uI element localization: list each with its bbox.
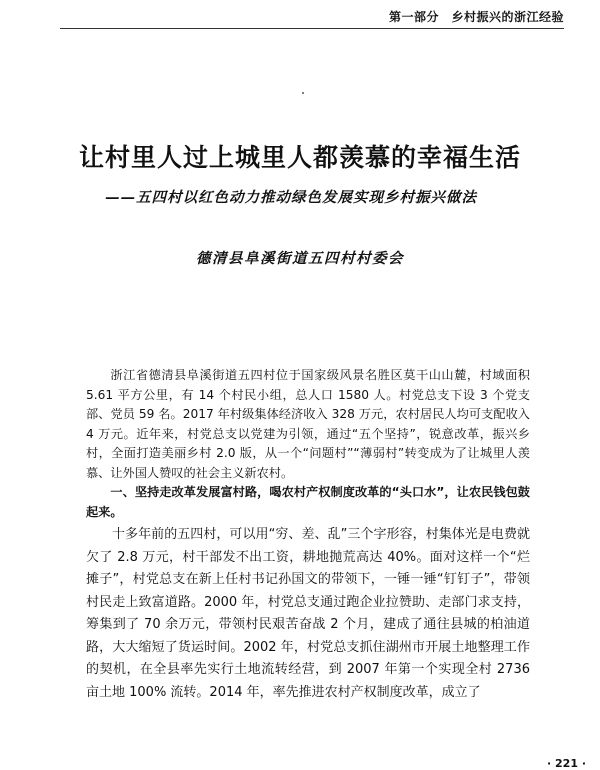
article-author: 德清县阜溪街道五四村村委会 <box>196 250 404 267</box>
page-number: · 221 · <box>547 757 586 770</box>
running-header: 第一部分 乡村振兴的浙江经验 <box>388 10 564 24</box>
paragraph-intro: 浙江省德清县阜溪街道五四村位于国家级风景名胜区莫干山山麓，村域面积 5.61 平方公里，有 14 个村民小组，总人口 1580 人。村党总支下设 3 个党支部、党员 59 名。2017 年村级集体经济收入 328 万元，农村居民人均可支配收入 4 万元。近年来，村党总支以党建为引领，通过“五个坚持”，锐意改革，振兴乡村，全面打造美丽乡村 2.0 版，从一个“问题村”“薄弱村”转变成为了让城里人羡慕、让外国人赞叹的社会主义新农村。 <box>86 368 530 480</box>
header-rule <box>60 28 564 29</box>
article-body <box>86 366 530 704</box>
article-subtitle: ——五四村以红色动力推动绿色发展实现乡村振兴做法 <box>105 189 477 206</box>
paragraph-section-one: 十多年前的五四村，可以用“穷、差、乱”三个字形容，村集体光是电费就欠了 2.8 万元，村干部发不出工资，耕地抛荒高达 40%。面对这样一个“烂摊子”，村党总支在新上任村书记孙国文的带领下，一锤一锤“钉钉子”，带领村民走上致富道路。2000 年，村党总支通过跑企业拉赞助、走部门求支持，筹集到了 70 余万元，带领村民艰苦奋战 2 个月，建成了通往县城的柏油道路，大大缩短了货运时间。2002 年，村党总支抓住湖州市开展土地整理工作的契机，在全县率先实行土地流转经营，到 2007 年第一个实现全村 2736 亩土地 100% 流转。2014 年，率先推进农村产权制度改革，成立了 <box>86 527 530 700</box>
article-title: 让村里人过上城里人都羡慕的幸福生活 <box>78 143 521 172</box>
section-heading-one: 一、坚持走改革发展富村路，喝农村产权制度改革的“头口水”，让农民钱包鼓起来。 <box>86 485 530 519</box>
speck-dot <box>302 92 304 94</box>
